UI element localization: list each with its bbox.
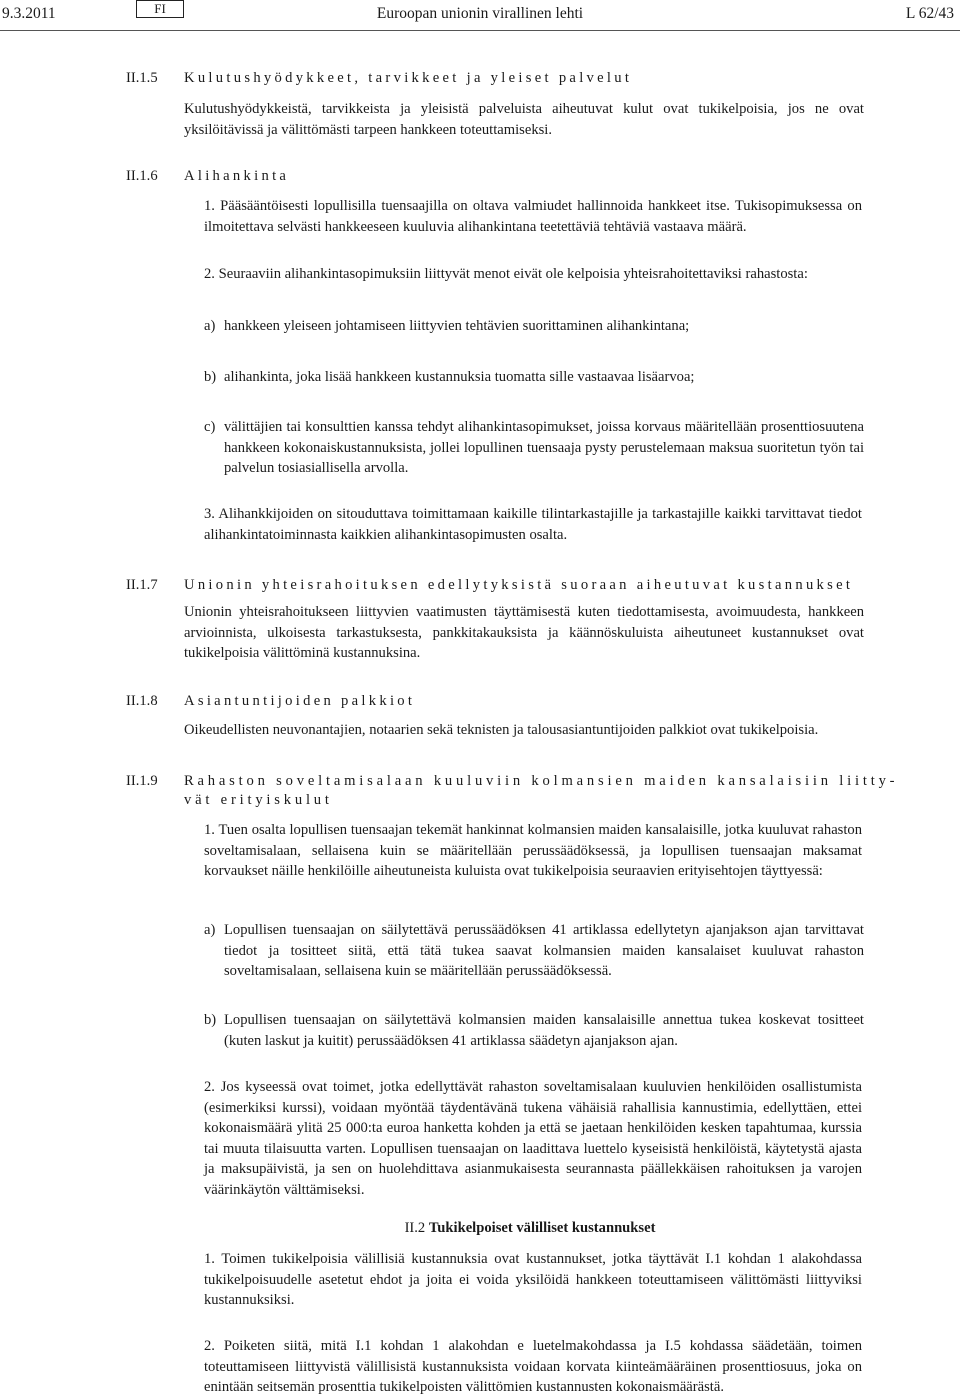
header-date: 9.3.2011 (2, 5, 56, 22)
numbered-paragraph: 1. Toimen tukikelpoisia välillisiä kustannuksia ovat kustannukset, jotka täyttävät I.1 kohdan 1 alakohdassa tukikelpoisuudelle asetetut ehdot ja joita ei voida yksilöidä hankkeen toteuttamiseen välittömästi liittyviksi kustannuksiksi. (204, 1251, 862, 1308)
numbered-paragraph: 3. Alihankkijoiden on sitouduttava toimittamaan kaikille tilintarkastajille ja tarkastajille kaikki tarvittavat tiedot alihankintatoiminnasta kaikkien alihankintasopimusten osalta. (204, 506, 862, 543)
section-number: II.1.7 (126, 577, 158, 593)
section-title-continued: vät erityiskulut (184, 792, 333, 808)
list-item-label: a) (204, 318, 216, 334)
section-title: Kulutushyödykkeet, tarvikkeet ja yleiset palvelut (184, 70, 633, 86)
section-title: Unionin yhteisrahoituksen edellytyksistä suoraan aiheutuvat kustannukset (184, 577, 854, 593)
list-item-label: c) (204, 419, 216, 435)
section-title: Asiantuntijoiden palkkiot (184, 693, 416, 709)
list-item-text: alihankinta, joka lisää hankkeen kustannuksia tuomatta sille vastaavaa lisäarvoa; (224, 369, 695, 385)
section-number: II.1.8 (126, 693, 158, 709)
header-divider (0, 30, 960, 31)
subsection-number: II.2 (404, 1220, 426, 1236)
page-reference: L 62/43 (905, 5, 954, 22)
numbered-paragraph: 1. Tuen osalta lopullisen tuensaajan tekemät hankinnat kolmansien maiden kansalaisille, jotka kuuluvat rahaston soveltamisalaan, sellaisena kuin se määritellään perussäädöksessä, ja lopullisen tuensaajan maksamat korvaukset näille henkilöille aiheutuneista kuluista ovat tukikelpoisia seuraavien erityisehtojen täyttyessä: (204, 822, 862, 879)
section-title: Rahaston soveltamisalaan kuuluviin kolmansien maiden kansalaisiin liitty- (184, 773, 899, 789)
list-item-text: hankkeen yleiseen johtamiseen liittyvien tehtävien suorittaminen alihankintana; (224, 318, 690, 334)
list-item-label: b) (204, 369, 217, 385)
numbered-paragraph: 2. Poiketen siitä, mitä I.1 kohdan 1 alakohdan e luetelmakohdassa ja I.5 kohdassa säädetään, toimen toteuttamiseen liittyvistä välillisistä kustannuksista voidaan korvata kiinteämääräinen prosenttiosuus, joka on enintään seitsemän prosenttia tukikelpoisten välittömien kustannusten kokonaismäärästä. (204, 1338, 862, 1395)
list-item-text: Lopullisen tuensaajan on säilytettävä kolmansien maiden kansalaisille annettua tukea koskevat tositteet (kuten laskut ja kuitit) perussäädöksen 41 artiklassa säädetyn ajanjakson ajan. (224, 1012, 864, 1049)
section-number: II.1.6 (126, 168, 158, 184)
list-item-text: Lopullisen tuensaajan on säilytettävä perussäädöksen 41 artiklassa edellytetyn ajanjakson ajan tarvittavat tiedot ja tositteet siitä, että tätä tukea saavat kolmansien maiden kansalaiset kuuluvat rahaston soveltamisalaan, sellaisena kuin se määritellään perussäädöksessä. (224, 922, 864, 979)
list-item-label: a) (204, 922, 216, 938)
section-paragraph: Unionin yhteisrahoitukseen liittyvien vaatimusten täyttämisestä kuten tiedottamisesta, avoimuudesta, hankkeen arvioinnista, ulkoisesta tarkastuksesta, pankkitakauksista ja käännöskuluista aiheutuneet kustannukset ovat tukikelpoisia välittöminä kustannuksina. (184, 604, 864, 661)
section-title: Alihankinta (184, 168, 290, 184)
section-paragraph: Oikeudellisten neuvonantajien, notaarien sekä teknisten ja talousasiantuntijoiden palkkiot ovat tukikelpoisia. (184, 722, 819, 738)
list-item-label: b) (204, 1012, 217, 1028)
journal-title: Euroopan unionin virallinen lehti (376, 5, 584, 22)
section-number: II.1.5 (126, 70, 158, 86)
subsection-heading (0, 1218, 960, 1239)
list-item-text: välittäjien tai konsulttien kanssa tehdyt alihankintasopimukset, joissa korvaus määritellään prosenttiosuutena hankkeen kokonaiskustannuksista, jollei lopullinen tuensaaja pysty perustelemaan maksua suoritetun työn tai palvelun tosiasiallisella arvolla. (224, 419, 864, 476)
numbered-paragraph: 2. Jos kyseessä ovat toimet, jotka edellyttävät rahaston soveltamisalaan kuuluvien henkilöiden osallistumista (esimerkiksi kurssi), voidaan myöntää täydentävänä tukena vähäisiä rahallisia kannustimia, edellyttäen, ettei kokonaismäärä ylitä 25 000:ta euroa hanketta kohden ja että se jaetaan henkilöiden kesken tapahtumaa, kurssia tai muuta tilaisuutta varten. Lopullisen tuensaajan on laadittava luettelo kyseisistä henkilöistä, käytetystä ajasta ja maksupäivistä, ja sen on huolehdittava asianmukaisesta seurannasta päällekkäisen rahoituksen ja varojen väärinkäytön välttämiseksi. (204, 1079, 862, 1198)
language-badge: FI (136, 0, 184, 18)
subsection-title: Tukikelpoiset välilliset kustannukset (428, 1220, 656, 1236)
section-number: II.1.9 (126, 773, 158, 789)
numbered-paragraph: 2. Seuraaviin alihankintasopimuksiin liittyvät menot eivät ole kelpoisia yhteisrahoitettaviksi rahastosta: (204, 266, 808, 282)
numbered-paragraph: 1. Pääsääntöisesti lopullisilla tuensaajilla on oltava valmiudet hallinnoida hankkeet itse. Tukisopimuksessa on ilmoitettava selvästi hankkeeseen kuuluvia alihankintana teetettäviä tehtäviä vastaava määrä. (204, 198, 862, 235)
section-paragraph: Kulutushyödykkeistä, tarvikkeista ja yleisistä palveluista aiheutuvat kulut ovat tukikelpoisia, jos ne ovat yksilöitävissä ja välittömästi tarpeen hankkeen toteuttamiseksi. (184, 101, 864, 138)
